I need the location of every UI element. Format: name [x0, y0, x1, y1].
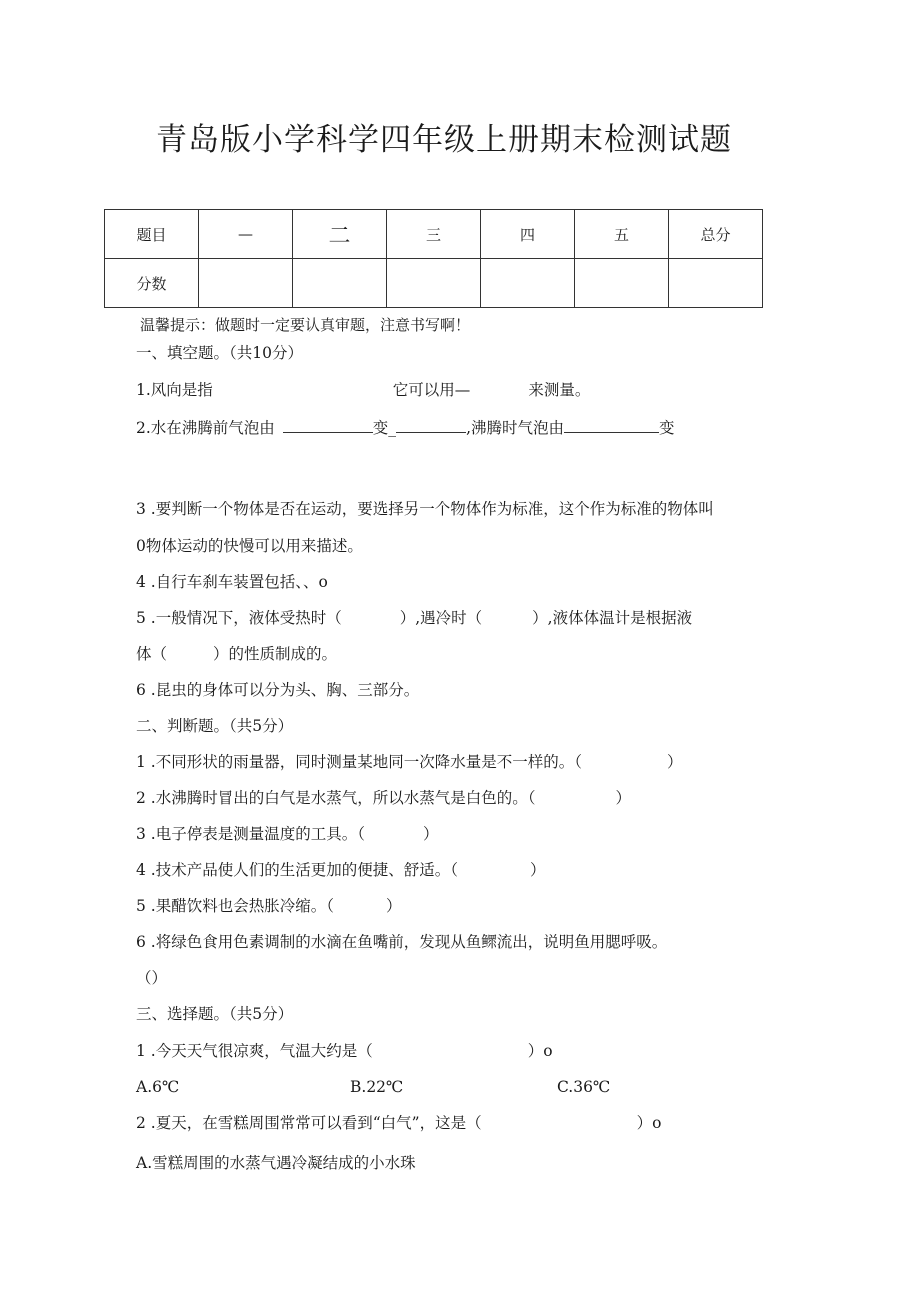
fill-question-5: 5 .一般情况下，液体受热时（ ）,遇冷时（ ）,液体体温计是根据液 [136, 609, 693, 627]
score-cell[interactable] [481, 259, 575, 308]
fill-question-4: 4 .自行车刹车装置包括、、o [136, 573, 328, 591]
score-table-score-row [105, 259, 763, 308]
score-header-cell: 四 [481, 210, 575, 259]
fill-question-3: 3 .要判断一个物体是否在运动，要选择另一个物体作为标准，这个作为标准的物体叫 [136, 500, 714, 518]
fill-question-6: 6 .昆虫的身体可以分为头、胸、三部分。 [136, 681, 420, 699]
score-table-header-row [105, 210, 763, 259]
judge-question-1: 1 .不同形状的雨量器，同时测量某地同一次降水量是不一样的。（ ） [136, 753, 683, 771]
score-header-cell: 五 [575, 210, 669, 259]
score-cell[interactable] [669, 259, 763, 308]
fill-question-3-cont: 0物体运动的快慢可以用来描述。 [136, 537, 363, 555]
score-header-cell: 三 [387, 210, 481, 259]
fill-question-1: 1.风向是指 它可以用— 来测量。 [136, 381, 591, 399]
fill-question-5-cont: 体（ ）的性质制成的。 [136, 645, 338, 663]
answer-blank[interactable] [283, 418, 373, 433]
choice-question-1: 1 .今天天气很凉爽，气温大约是（ ）o [136, 1042, 553, 1060]
tip-text: 温馨提示：做题时一定要认真审题，注意书写啊！ [140, 316, 471, 334]
answer-blank[interactable] [396, 418, 466, 433]
section1-heading: 一、填空题。（共10分） [136, 344, 303, 362]
score-header-cell: 题目 [105, 210, 199, 259]
score-cell[interactable] [199, 259, 293, 308]
score-header-cell: 二 [293, 210, 387, 259]
fill-question-2: 2.水在沸腾前气泡由 变_ ,沸腾时气泡由 变 [136, 419, 675, 437]
score-header-cell: 总分 [669, 210, 763, 259]
judge-question-4: 4 .技术产品使人们的生活更加的便捷、舒适。（ ） [136, 861, 546, 879]
page-title: 青岛版小学科学四年级上册期末检测试题 [156, 122, 732, 158]
score-cell[interactable] [575, 259, 669, 308]
score-table [104, 209, 763, 308]
score-row-label: 分数 [105, 259, 199, 308]
score-cell[interactable] [293, 259, 387, 308]
judge-question-6-answer[interactable]: （） [136, 969, 168, 987]
choice-option-a[interactable]: A.雪糕周围的水蒸气遇冷凝结成的小水珠 [136, 1154, 416, 1172]
choice-question-2: 2 .夏天，在雪糕周围常常可以看到“白气”，这是（ ）o [136, 1114, 662, 1132]
choice-option-a[interactable]: A.6℃ [136, 1078, 180, 1096]
judge-question-3: 3 .电子停表是测量温度的工具。（ ） [136, 825, 439, 843]
section3-heading: 三、选择题。（共5分） [136, 1005, 294, 1023]
judge-question-6: 6 .将绿色食用色素调制的水滴在鱼嘴前，发现从鱼鳏流出，说明鱼用腮呼吸。 [136, 933, 668, 951]
judge-question-2: 2 .水沸腾时冒出的白气是水蒸气，所以水蒸气是白色的。（ ） [136, 789, 631, 807]
choice-option-b[interactable]: B.22℃ [350, 1078, 404, 1096]
score-header-cell: — [199, 210, 293, 259]
section2-heading: 二、判断题。（共5分） [136, 717, 294, 735]
choice-option-c[interactable]: C.36℃ [557, 1078, 611, 1096]
answer-blank[interactable] [564, 418, 659, 433]
judge-question-5: 5 .果醋饮料也会热胀冷缩。（ ） [136, 897, 402, 915]
score-cell[interactable] [387, 259, 481, 308]
